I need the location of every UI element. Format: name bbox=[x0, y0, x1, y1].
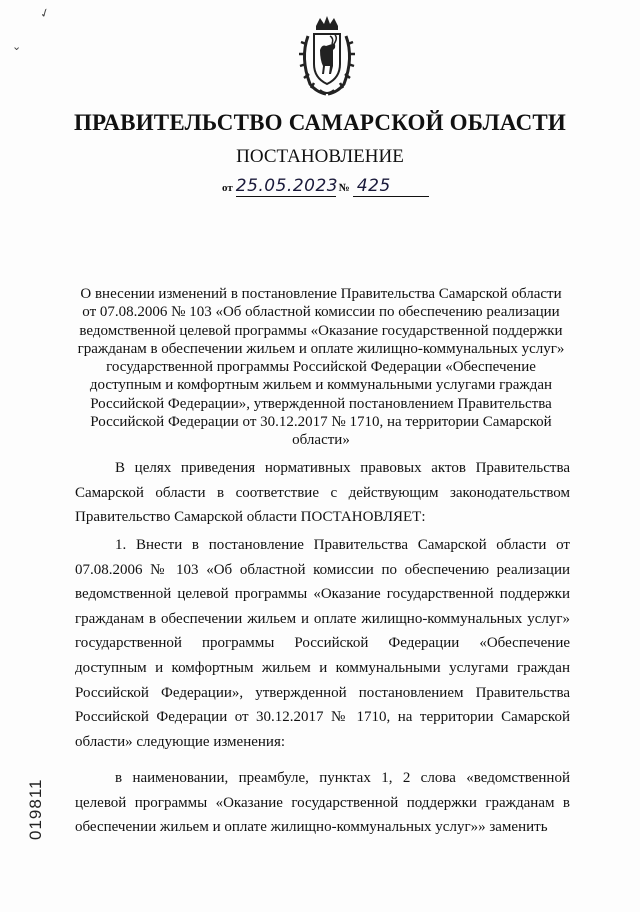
date-label: от bbox=[222, 182, 233, 194]
paragraph-intro-text: В целях приведения нормативных правовых актов Правительства Самарской области в соответствие с действующим законодательством Правительство Самарской области ПОСТАНОВЛЯЕТ: bbox=[75, 460, 570, 526]
document-type: ПОСТАНОВЛЕНИЕ bbox=[236, 146, 404, 167]
paragraph-2 bbox=[75, 766, 570, 840]
margin-serial-number: 019811 bbox=[26, 778, 45, 840]
government-title: ПРАВИТЕЛЬСТВО САМАРСКОЙ ОБЛАСТИ bbox=[73, 110, 567, 135]
coat-of-arms-emblem bbox=[296, 14, 358, 98]
date-value: 25.05.2023 bbox=[235, 176, 339, 196]
handwritten-mark: ⌄ bbox=[12, 41, 22, 53]
document-subject: О внесении изменений в постановление Правительства Самарской области от 07.08.2006 № 103 «Об областной комиссии по обеспечению реализации ведомственной целевой программы «Оказание государственной поддержки гражданам в обеспечении жильем и оплате жилищно-коммунальных услуг» государственной программы Российской Федерации «Обеспечение доступным и комфортным жильем и коммунальными услугами граждан Российской Федерации», утвержденной постановлением Правительства Российской Федерации от 30.12.2017 № 1710, на территории Самарской области» bbox=[77, 286, 565, 449]
number-value: 425 bbox=[356, 176, 391, 196]
paragraph-2-text: в наименовании, преамбуле, пунктах 1, 2 слова «ведомственной целевой программы «Оказание государственной поддержки гражданам в обеспечении жильем и оплате жилищно-коммунальных услуг»» заменить bbox=[75, 770, 570, 836]
paragraph-intro bbox=[75, 456, 570, 530]
date-number-line bbox=[222, 176, 429, 197]
handwritten-tick-mark: ✓ bbox=[37, 4, 52, 22]
paragraph-point-1 bbox=[75, 533, 570, 754]
paragraph-point-1-text: 1. Внести в постановление Правительства Самарской области от 07.08.2006 № 103 «Об областной комиссии по обеспечению реализации ведомственной целевой программы «Оказание государственной поддержки гражданам в обеспечении жильем и оплате жилищно-коммунальных услуг» государственной программы Российской Федерации «Обеспечение доступным и комфортным жильем и коммунальными услугами граждан Российской Федерации», утвержденной постановлением Правительства Российской Федерации от 30.12.2017 № 1710, на территории Самарской области» следующие изменения: bbox=[75, 537, 570, 750]
number-label: № bbox=[338, 182, 350, 194]
